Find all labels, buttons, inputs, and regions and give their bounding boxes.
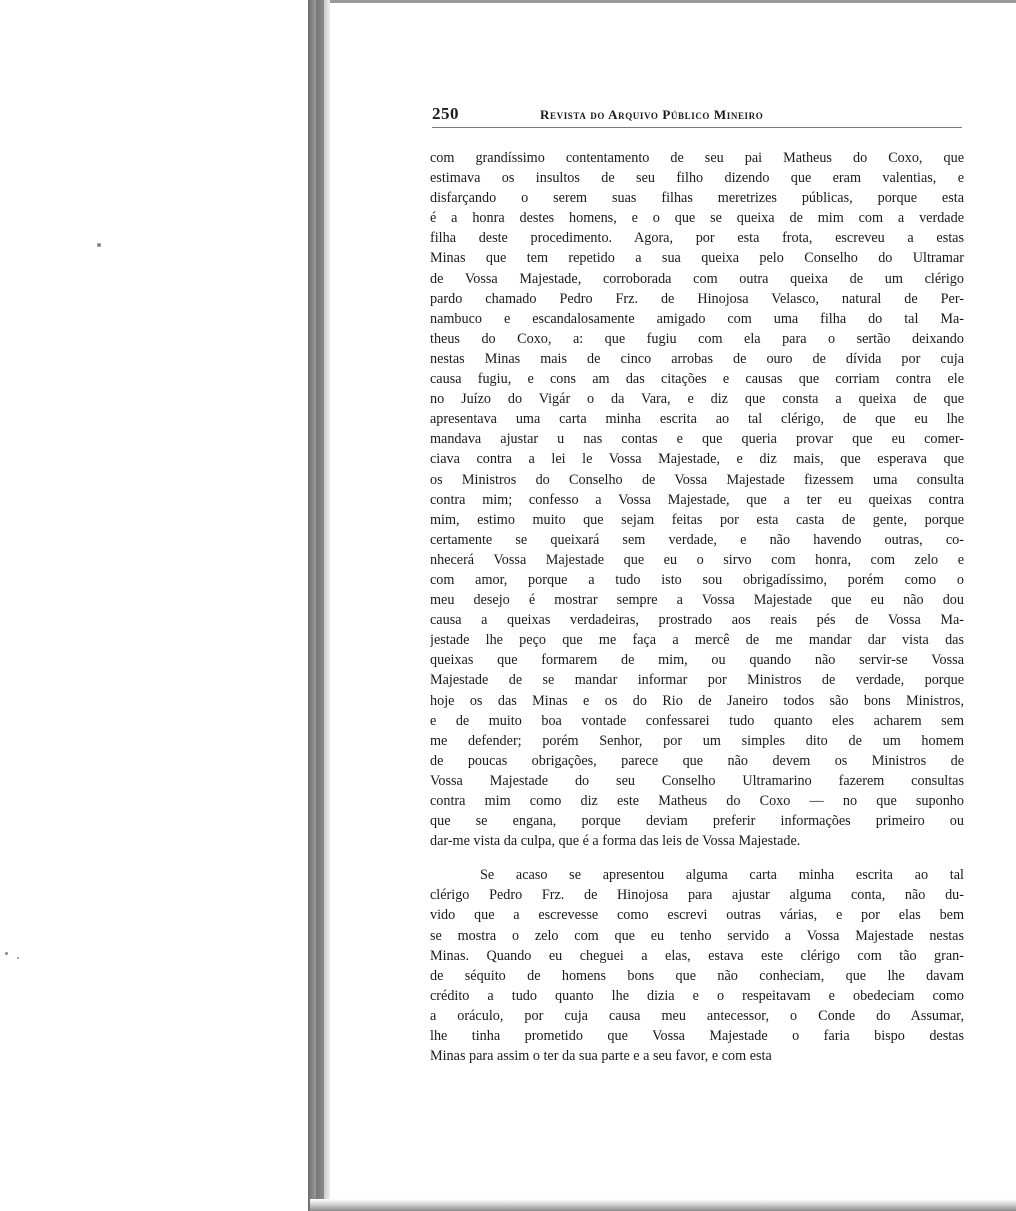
text-line: theus do Coxo, a: que fugiu com ela para o sertão deixando [430,330,964,347]
text-line: meu desejo é mostrar sempre a Vossa Majestade que eu não dou [430,592,964,609]
text-line: de poucas obrigações, parece que não devem os Ministros de [430,752,964,769]
text-line: ciava contra a lei le Vossa Majestade, e diz mais, que esperava que [430,451,964,468]
text-line: nambuco e escandalosamente amigado com uma filha do tal Ma- [430,310,964,327]
text-line: disfarçando o serem suas filhas meretrizes públicas, porque esta [430,190,964,207]
text-line: crédito a tudo quanto lhe dizia e o respeitavam e obedeciam como [430,987,964,1004]
text-line: é a honra destes homens, e o que se queixa de mim com a verdade [430,210,964,227]
text-line: contra mim como diz este Matheus do Coxo — no que suponho [430,793,964,809]
text-line: certamente se queixará sem verdade, e não havendo outras, co- [430,531,964,548]
page-bottom-edge [310,1199,1016,1211]
scan-speck [97,243,101,247]
text-line: me defender; porém Senhor, por um simples dito de um homem [430,732,964,749]
text-line: mim, estimo muito que sejam feitas por esta casta de gente, porque [430,511,964,528]
text-line: nestas Minas mais de cinco arrobas de ouro de dívida por cuja [430,350,964,367]
text-line: Majestade de se mandar informar por Ministros de verdade, porque [430,672,964,689]
text-line: jestade lhe peço que me faça a mercê de me mandar dar vista das [430,632,964,649]
paragraph [430,865,964,1066]
paragraph-gap [430,851,964,865]
text-line: Minas para assim o ter da sua parte e a seu favor, e com esta [430,1048,772,1065]
text-line: de séquito de homens bons que não conheciam, que lhe davam [430,967,964,984]
text-line: os Ministros do Conselho de Vossa Majestade fizessem uma consulta [430,471,964,488]
text-line: de Vossa Majestade, corroborada com outra queixa de um clérigo [430,270,964,287]
text-line: Se acaso se apresentou alguma carta minha escrita ao tal [480,867,964,884]
running-head: Revista do Arquivo Público Mineiro [540,107,764,122]
text-line: queixas que formarem de mim, ou quando não servir-se Vossa [430,652,964,669]
text-line: pardo chamado Pedro Frz. de Hinojosa Velasco, natural de Per- [430,290,964,307]
text-line: nhecerá Vossa Majestade que eu o sirvo com honra, com zelo e [430,551,964,568]
text-line: hoje os das Minas e os do Rio de Janeiro todos são bons Ministros, [430,692,964,709]
text-line: contra mim; confesso a Vossa Majestade, que a ter eu queixas contra [430,491,964,508]
text-line: causa a queixas verdadeiras, prostrado aos reais pés de Vossa Ma- [430,612,964,629]
text-line: filha deste procedimento. Agora, por esta frota, escreveu a estas [430,230,964,247]
text-line: Vossa Majestade do seu Conselho Ultramarino fazerem consultas [430,772,964,789]
text-line: Minas que tem repetido a sua queixa pelo Conselho do Ultramar [430,250,964,267]
scan-speck [5,952,8,955]
text-line: mandava ajustar u nas contas e que queria provar que eu comer- [430,431,964,448]
text-line: causa fugiu, e cons am das citações e causas que corriam contra ele [430,371,964,388]
paragraph [430,148,964,851]
text-line: clérigo Pedro Frz. de Hinojosa para ajustar alguma conta, não du- [430,887,964,904]
text-line: estimava os insultos de seu filho dizendo que eram valentias, e [430,170,964,187]
header-rule [432,127,962,128]
text-line: vido que a escrevesse como escrevi outras várias, e por elas bem [430,907,964,924]
text-line: dar-me vista da culpa, que é a forma das leis de Vossa Majestade. [430,833,801,850]
text-line: Minas. Quando eu cheguei a elas, estava este clérigo com tão gran- [430,947,964,964]
text-line: e de muito boa vontade confessarei tudo quanto eles acharem sem [430,712,964,729]
page-number: 250 [432,104,459,123]
text-line: com amor, porque a tudo isto sou obrigadíssimo, porém como o [430,571,964,588]
page-top-edge [330,0,1016,3]
text-line: se mostra o zelo com que eu tenho servido a Vossa Majestade nestas [430,927,964,944]
text-line: no Juízo do Vigár o da Vara, e diz que consta a queixa de que [430,391,964,408]
text-line: com grandíssimo contentamento de seu pai Matheus do Coxo, que [430,150,964,166]
text-line: a oráculo, por cuja causa meu antecessor, o Conde do Assumar, [430,1007,964,1024]
page-gutter-band [316,0,324,1211]
text-line: que se engana, porque deviam preferir informações primeiro ou [430,813,964,830]
text-line: lhe tinha prometido que Vossa Majestade o faria bispo destas [430,1028,964,1045]
scan-speck [17,957,19,959]
text-line: apresentava uma carta minha escrita ao tal clérigo, de que eu lhe [430,411,964,428]
body-text [430,148,964,1066]
